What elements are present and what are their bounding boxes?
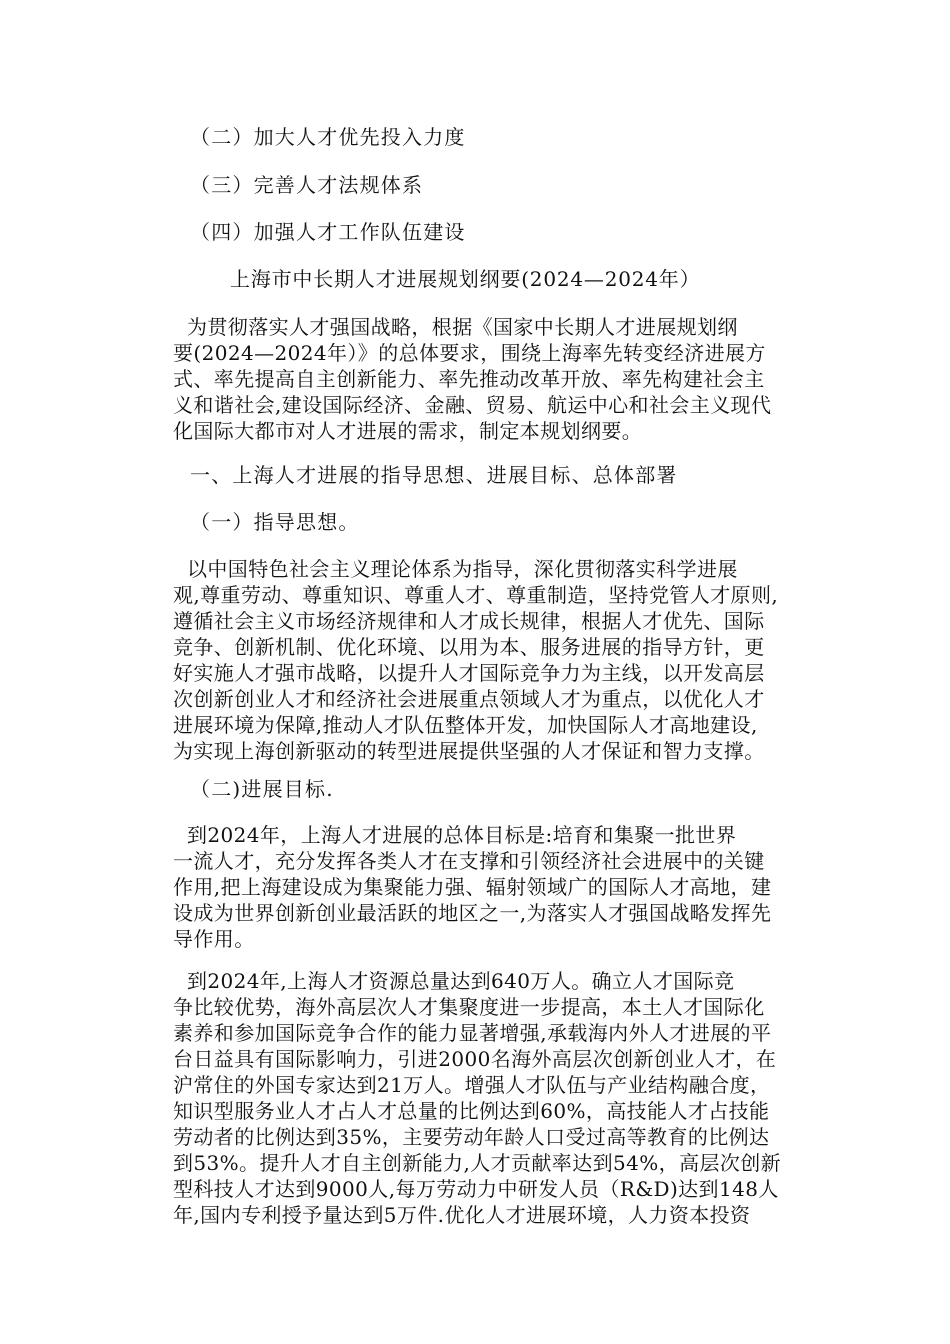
paragraph-goal-detail <box>173 968 813 1228</box>
paragraph-line: 观,尊重劳动、尊重知识、尊重人才、尊重制造，坚持党管人才原则, <box>173 583 779 607</box>
paragraph-line: 型科技人才达到9000人,每万劳动力中研发人员（R&D)达到148人 <box>173 1177 779 1201</box>
paragraph-line: 台日益具有国际影响力，引进2000名海外高层次创新创业人才，在 <box>173 1047 777 1071</box>
heading-talent-regulations: （三）完善人才法规体系 <box>190 173 424 197</box>
paragraph-line: 要(2024—2024年）》的总体要求，围绕上海率先转变经济进展方 <box>173 341 766 365</box>
paragraph-line: 到2024年，上海人才进展的总体目标是:培育和集聚一批世界 <box>187 823 737 847</box>
paragraph-line: 导作用。 <box>173 927 255 951</box>
paragraph-line: 以中国特色社会主义理论体系为指导，深化贯彻落实科学进展 <box>187 557 738 581</box>
paragraph-guiding <box>173 556 813 764</box>
paragraph-line: 设成为世界创新创业最活跃的地区之一,为落实人才强国战略发挥先 <box>173 901 772 925</box>
paragraph-line: 到53%。提升人才自主创新能力,人才贡献率达到54%，高层次创新 <box>173 1151 782 1175</box>
paragraph-line: 好实施人才强市战略，以提升人才国际竞争力为主线，以开发高层 <box>173 661 765 685</box>
subheading-development-goals: （二)进展目标. <box>190 777 334 801</box>
heading-talent-workforce: （四）加强人才工作队伍建设 <box>190 220 466 244</box>
paragraph-line: 作用,把上海建设成为集聚能力强、辐射领域广的国际人才高地，建 <box>173 875 772 899</box>
heading-talent-investment: （二）加大人才优先投入力度 <box>190 125 466 149</box>
paragraph-line: 化国际大都市对人才进展的需求，制定本规划纲要。 <box>173 419 643 443</box>
paragraph-line: 为实现上海创新驱动的转型进展提供坚强的人才保证和智力支撑。 <box>173 739 765 763</box>
paragraph-line: 知识型服务业人才占人才总量的比例达到60%，高技能人才占技能 <box>173 1099 770 1123</box>
paragraph-line: 进展环境为保障,推动人才队伍整体开发，加快国际人才高地建设, <box>173 713 758 737</box>
paragraph-line: 竞争、创新机制、优化环境、以用为本、服务进展的指导方针，更 <box>173 635 765 659</box>
paragraph-line: 争比较优势，海外高层次人才集聚度进一步提高，本土人才国际化 <box>173 995 765 1019</box>
paragraph-line: 一流人才，充分发挥各类人才在支撑和引领经济社会进展中的关键 <box>173 849 765 873</box>
paragraph-intro <box>173 314 813 444</box>
paragraph-line: 为贯彻落实人才强国战略，根据《国家中长期人才进展规划纲 <box>187 315 738 339</box>
paragraph-line: 素养和参加国际竞争合作的能力显著增强,承载海内外人才进展的平 <box>173 1021 772 1045</box>
paragraph-line: 到2024年,上海人才资源总量达到640万人。确立人才国际竞 <box>187 969 735 993</box>
subheading-guiding-thought: （一）指导思想。 <box>190 510 360 534</box>
paragraph-goal-overall <box>173 822 813 952</box>
paragraph-line: 遵循社会主义市场经济规律和人才成长规律，根据人才优先、国际 <box>173 609 765 633</box>
document-title: 上海市中长期人才进展规划纲要(2024—2024年） <box>230 267 701 291</box>
paragraph-line: 劳动者的比例达到35%，主要劳动年龄人口受过高等教育的比例达 <box>173 1125 770 1149</box>
section-heading-guiding-principles: 一、上海人才进展的指导思想、进展目标、总体部署 <box>190 463 678 487</box>
paragraph-line: 式、率先提高自主创新能力、率先推动改革开放、率先构建社会主 <box>173 367 765 391</box>
paragraph-line: 沪常住的外国专家达到21万人。增强人才队伍与产业结构融合度， <box>173 1073 771 1097</box>
paragraph-line: 次创新创业人才和经济社会进展重点领域人才为重点，以优化人才 <box>173 687 765 711</box>
paragraph-line: 义和谐社会,建设国际经济、金融、贸易、航运中心和社会主义现代 <box>173 393 772 417</box>
paragraph-line: 年,国内专利授予量达到5万件.优化人才进展环境，人力资本投资 <box>173 1203 751 1227</box>
